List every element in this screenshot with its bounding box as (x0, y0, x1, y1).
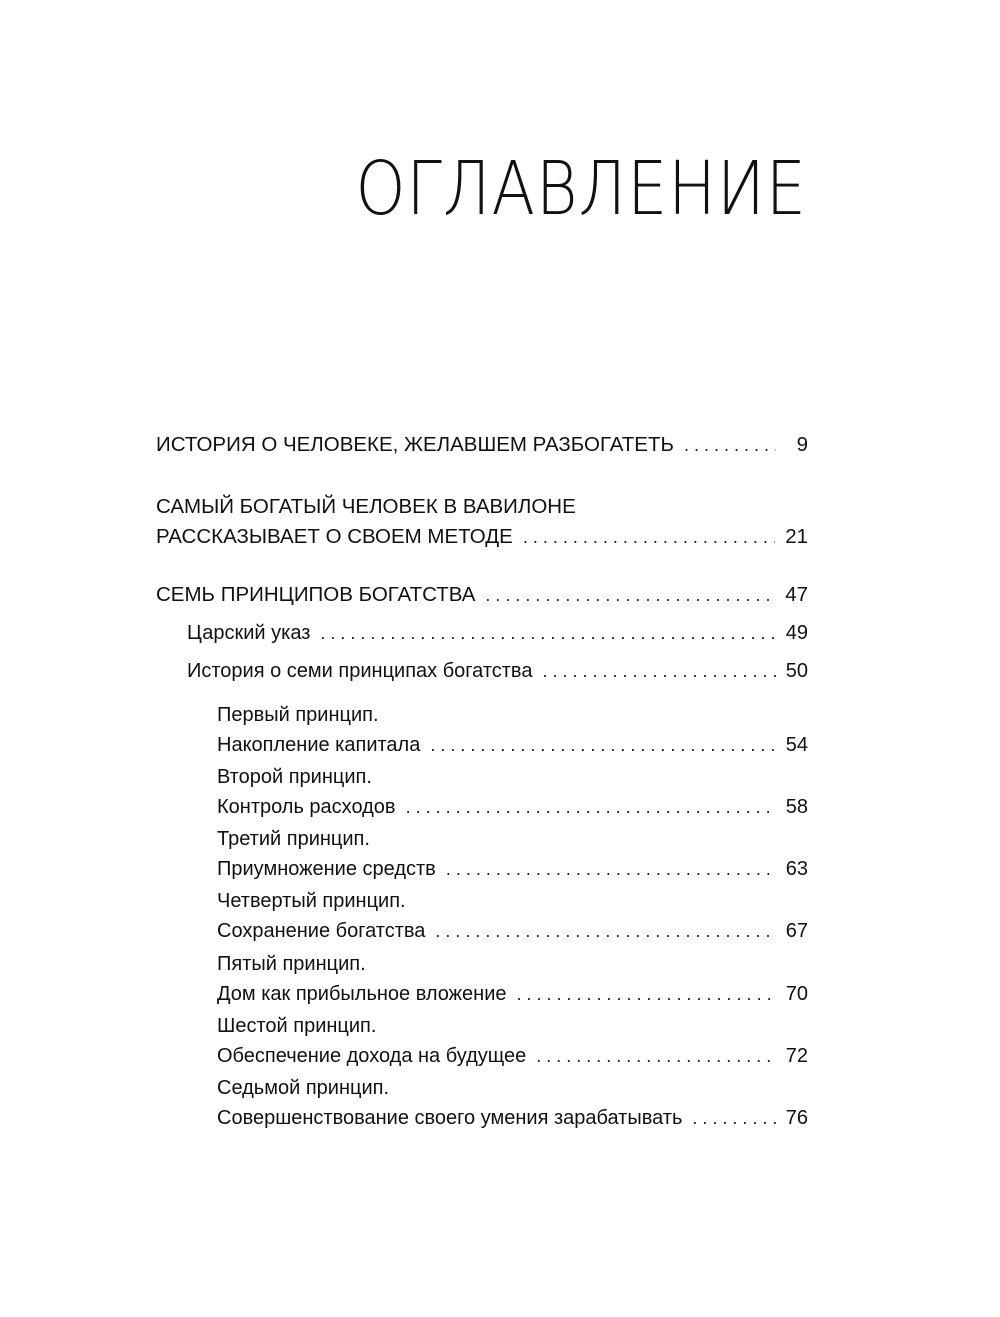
toc-entry[interactable] (156, 430, 808, 460)
toc-entry-title: История о семи принципах богатства (187, 660, 533, 682)
dot-leader (406, 792, 776, 822)
toc-page-number: 50 (785, 660, 808, 682)
toc-entry-title: Обеспечение дохода на будущее (217, 1045, 527, 1067)
toc-entry-title: Приумножение средств (217, 858, 436, 880)
dot-leader (517, 979, 776, 1009)
toc-entry[interactable] (156, 886, 808, 946)
dot-leader (446, 854, 776, 884)
toc-entry-title-line: Пятый принцип. (217, 953, 366, 975)
toc-entry-title-line: Третий принцип. (217, 828, 370, 850)
toc-entry-title: РАССКАЗЫВАЕТ О СВОЕМ МЕТОДЕ (156, 525, 513, 548)
toc-page-number: 9 (796, 433, 808, 456)
dot-leader (435, 916, 775, 946)
dot-leader (692, 1103, 775, 1133)
toc-entry[interactable] (156, 949, 808, 1009)
toc-page-number: 58 (785, 796, 808, 818)
toc-entry-title-line: САМЫЙ БОГАТЫЙ ЧЕЛОВЕК В ВАВИЛОНЕ (156, 495, 576, 518)
toc-page-number: 70 (785, 983, 808, 1005)
toc-page-number: 47 (785, 583, 808, 606)
toc-page-number: 54 (785, 734, 808, 756)
toc-entry[interactable] (156, 824, 808, 884)
toc-entry-title-line: Второй принцип. (217, 766, 372, 788)
toc-page-number: 67 (785, 920, 808, 942)
toc-entry[interactable] (156, 762, 808, 822)
toc-entry[interactable] (156, 580, 808, 610)
toc-entry[interactable] (156, 700, 808, 760)
toc-entry[interactable] (156, 618, 808, 648)
toc-page-number: 63 (785, 858, 808, 880)
dot-leader (542, 656, 775, 686)
toc-entry-title: СЕМЬ ПРИНЦИПОВ БОГАТСТВА (156, 583, 476, 606)
toc-entry-title-line: Первый принцип. (217, 704, 379, 726)
toc-entry[interactable] (156, 492, 808, 552)
toc-entry-title: Совершенствование своего умения зарабатывать (217, 1107, 683, 1129)
toc-entry[interactable] (156, 656, 808, 686)
toc-entry-title: Царский указ (187, 622, 311, 644)
toc-entry-title: Накопление капитала (217, 734, 421, 756)
page-title: ОГЛАВЛЕНИЕ (355, 146, 807, 232)
toc-entry-title: Сохранение богатства (217, 920, 426, 942)
dot-leader (320, 618, 775, 648)
toc-entry-title-line: Четвертый принцип. (217, 890, 406, 912)
dot-leader (523, 522, 775, 552)
toc-entry-title: ИСТОРИЯ О ЧЕЛОВЕКЕ, ЖЕЛАВШЕМ РАЗБОГАТЕТЬ (156, 433, 674, 456)
dot-leader (430, 730, 775, 760)
toc-entry-title-line: Шестой принцип. (217, 1015, 377, 1037)
toc-page-number: 49 (785, 622, 808, 644)
dot-leader (684, 430, 776, 460)
dot-leader (536, 1041, 776, 1071)
toc-page-number: 72 (785, 1045, 808, 1067)
toc-entry-title: Дом как прибыльное вложение (217, 983, 507, 1005)
toc-entry[interactable] (156, 1011, 808, 1071)
toc-page-number: 76 (785, 1107, 808, 1129)
toc-entry-title: Контроль расходов (217, 796, 396, 818)
dot-leader (485, 580, 775, 610)
toc-page-number: 21 (785, 525, 808, 548)
toc-entry-title-line: Седьмой принцип. (217, 1077, 390, 1099)
toc-entry[interactable] (156, 1073, 808, 1133)
